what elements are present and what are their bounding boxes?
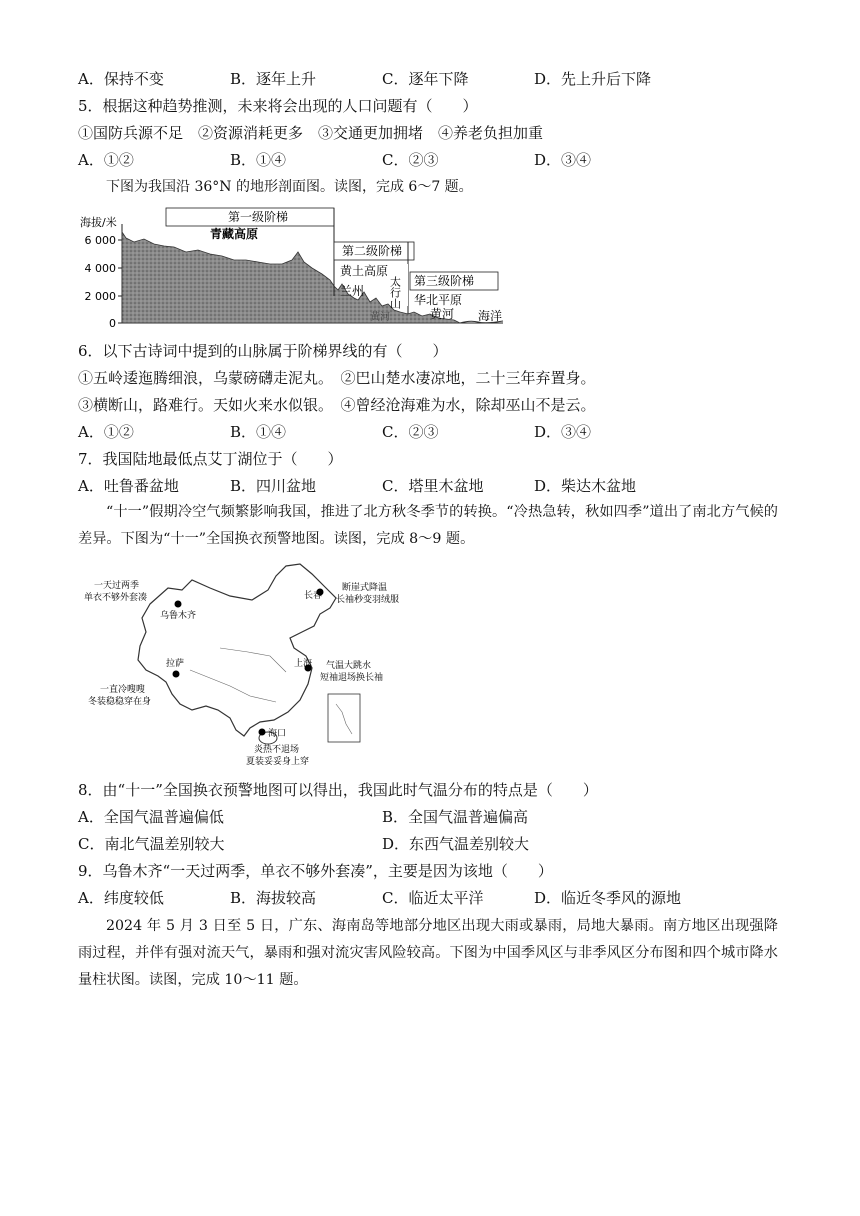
lhasa-label: 拉萨 [166,659,185,669]
q6-option-c: C．②③ [382,423,439,441]
q8-option-b: B．全国气温普遍偏高 [382,808,529,826]
intro-8-9: “十一”假期冷空气频繁影响我国，推进了北方秋冬季节的转换。“冷热急转，秋如四季”道出了南北方气候的差异。下图为“十一”全国换衣预警地图。读图，完成 8～9 题。 [78,504,778,547]
river-line [220,648,286,672]
step1-label: 第一级阶梯 [228,210,289,224]
y-tick-2000: 2 000 [84,290,116,303]
changchun-note-2: 长袖秒变羽绒服 [336,595,400,605]
q7-stem: 7．我国陆地最低点艾丁湖位于（ ） [78,450,343,468]
urumqi-note-1: 一天过两季 [94,581,140,591]
q5-option-a: A．①② [78,151,134,169]
intro-6-7: 下图为我国沿 36°N 的地形剖面图。读图，完成 6～7 题。 [106,179,473,195]
urumqi-label: 乌鲁木齐 [160,611,197,621]
q5-stem: 5．根据这种趋势推测，未来将会出现的人口问题有（ ） [78,97,478,115]
plain-label: 华北平原 [414,293,463,307]
q6-line1: ①五岭逶迤腾细浪，乌蒙磅礴走泥丸。 ②巴山楚水凄凉地，二十三年弃置身。 [78,369,596,387]
river-line-2 [190,670,276,702]
y-tick-4000: 4 000 [84,262,116,275]
haikou-dot [259,729,266,736]
q8-option-a: A．全国气温普遍偏低 [78,808,224,826]
river-label-b: 黄河 [430,307,455,321]
q5-items: ①国防兵源不足 ②资源消耗更多 ③交通更加拥堵 ④养老负担加重 [78,124,544,142]
lhasa-dot [173,671,180,678]
shanghai-note-2: 短袖退场换长袖 [320,673,384,683]
q6-option-d: D．③④ [534,423,592,441]
q8-stem: 8．由“十一”全国换衣预警地图可以得出，我国此时气温分布的特点是（ ） [78,781,598,799]
q4-option-d: D．先上升后下降 [534,70,652,88]
urumqi-dot [175,601,182,608]
q9-option-b: B．海拔较高 [230,889,317,907]
q4-option-a: A．保持不变 [78,70,164,88]
q7-option-a: A．吐鲁番盆地 [78,477,179,495]
haikou-note-2: 夏装妥妥身上穿 [246,757,310,767]
city-label: 兰州 [340,284,365,298]
changchun-label: 长春 [304,591,323,601]
shanghai-note-1: 气温大跳水 [326,661,372,671]
q7-option-d: D．柴达木盆地 [534,477,637,495]
q9-option-d: D．临近冬季风的源地 [534,889,682,907]
y-axis-label: 海拔/米 [80,216,117,229]
mountain-label: 太行山 [388,276,402,309]
q5-option-d: D．③④ [534,151,592,169]
river-label-a: 黄河 [370,312,390,323]
y-tick-6000: 6 000 [84,234,116,247]
terrain-profile-figure [78,202,508,332]
q6-stem: 6．以下古诗词中提到的山脉属于阶梯界线的有（ ） [78,342,448,360]
urumqi-note-2: 单衣不够外套凑 [84,593,148,603]
intro-10-11: 2024 年 5 月 3 日至 5 日，广东、海南岛等地部分地区出现大雨或暴雨，局地大暴雨。南方地区出现强降雨过程，并伴有强对流天气，暴雨和强对流灾害风险较高。下图为中国季风区与非季风区分布图和四个城市降水量柱状图。读图，完成 10～11 题。 [78,918,778,988]
plateau2-label: 黄土高原 [340,264,389,278]
haikou-note-1: 炎热不退场 [254,745,300,755]
q6-option-b: B．①④ [230,423,287,441]
step3-label: 第三级阶梯 [414,274,475,288]
q5-option-b: B．①④ [230,151,287,169]
shanghai-label: 上海 [294,659,313,669]
china-outline [138,564,336,736]
q8-option-c: C．南北气温差别较大 [78,835,225,853]
step2-label: 第二级阶梯 [342,244,403,258]
q6-option-a: A．①② [78,423,134,441]
q9-stem: 9．乌鲁木齐“一天过两季，单衣不够外套凑”，主要是因为该地（ ） [78,862,553,880]
q4-option-b: B．逐年上升 [230,70,317,88]
ocean-label: 海洋 [478,309,503,323]
q7-option-c: C．塔里木盆地 [382,477,484,495]
y-tick-0: 0 [109,317,116,330]
q6-line2: ③横断山，路难行。天如火来水似银。 ④曾经沧海难为水，除却巫山不是云。 [78,396,596,414]
q9-option-a: A．纬度较低 [78,889,164,907]
plateau1-label: 青藏高原 [210,227,259,241]
lhasa-note-1: 一直冷嗖嗖 [100,685,146,695]
changchun-note-1: 断崖式降温 [342,583,388,593]
q9-option-c: C．临近太平洋 [382,889,484,907]
q8-option-d: D．东西气温差别较大 [382,835,530,853]
q4-option-c: C．逐年下降 [382,70,469,88]
q5-option-c: C．②③ [382,151,439,169]
lhasa-note-2: 冬装稳稳穿在身 [88,697,152,707]
clothing-warning-map [80,560,400,768]
q7-option-b: B．四川盆地 [230,477,317,495]
haikou-label: 海口 [268,729,287,739]
